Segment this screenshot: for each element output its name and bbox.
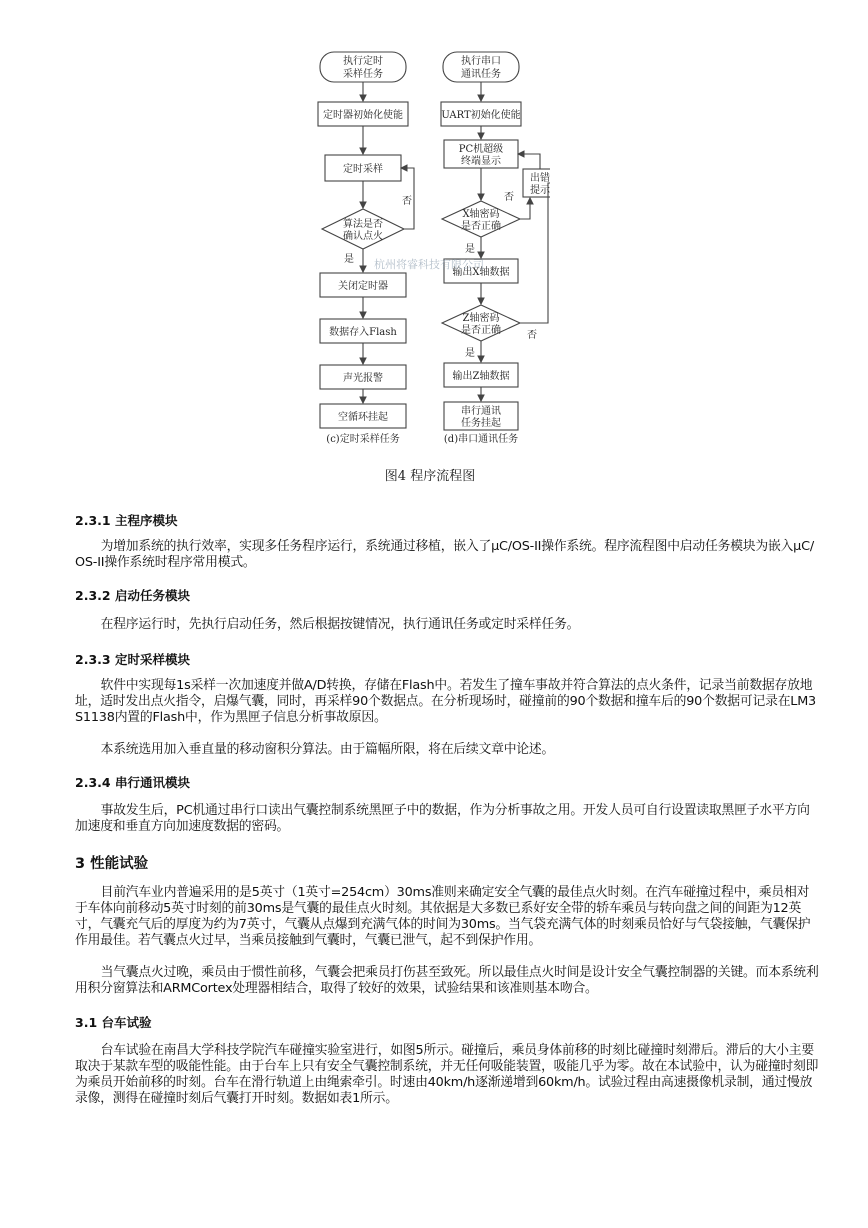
paragraph-startup-task: 在程序运行时，先执行启动任务，然后根据按键情况，执行通讯任务或定时采样任务。 <box>100 617 580 632</box>
right-uart-init-label: UART初始化使能 <box>441 110 521 121</box>
right-z-yes-label: 是 <box>465 348 475 359</box>
heading-2-3-3: 2.3.3 定时采样模块 <box>75 652 190 667</box>
left-timer-init-label: 定时器初始化使能 <box>323 110 403 121</box>
paragraph-main-program: 为增加系统的执行效率，实现多任务程序运行，系统通过移植，嵌入了μC/OS-II操作系统。程序流程图中启动任务模块为嵌入μC/OS-II操作系统时程序常用模式。 <box>75 539 814 570</box>
left-decision-line2: 确认点火 <box>343 231 383 242</box>
right-x-yes-label: 是 <box>465 244 475 255</box>
heading-2-3-1: 2.3.1 主程序模块 <box>75 513 178 528</box>
right-x-no-label: 否 <box>504 192 514 203</box>
right-z-no-label: 否 <box>527 330 537 341</box>
paragraph-serial-comm: 事故发生后，PC机通过串行口读出气囊控制系统黑匣子中的数据，作为分析事故之用。开发人员可自行设置读取黑匣子水平方向加速度和垂直方向加速度数据的密码。 <box>75 803 810 834</box>
paragraph-five-inch-rule: 目前汽车业内普遍采用的是5英寸（1英寸=254cm）30ms准则来确定安全气囊的最佳点火时刻。在汽车碰撞过程中，乘员相对于车体向前移动5英寸时刻的前30ms是气囊的最佳点火时刻。其依据是大多数已系好安全带的轿车乘员与转向盘之间的间距为12英寸，气囊充气后的厚度为约为7英寸，气囊从点爆到充满气体的时间为30ms。当气袋充满气体的时刻乘员恰好与气袋接触，气囊保护作用最佳。若气囊点火过早，当乘员接触到气囊时，气囊已泄气，起不到保护作用。 <box>75 885 811 948</box>
left-yes-label: 是 <box>344 254 354 265</box>
right-z-decision-line2: 是否正确 <box>461 325 501 336</box>
right-z-decision-line1: Z轴密码 <box>462 313 500 324</box>
paragraph-timed-sampling: 软件中实现每1s采样一次加速度并做A/D转换，存储在Flash中。若发生了撞车事故并符合算法的点火条件，记录当前数据存放地址，适时发出点火指令，启爆气囊，同时，再采样90个数据点。在分析现场时，碰撞前的90个数据和撞车后的90个数据可记录在LM3S1138内置的Flash中，作为黑匣子信息分析事故原因。 <box>75 678 816 725</box>
left-timed-sampling-label: 定时采样 <box>343 164 383 175</box>
right-error-line1: 出错 <box>530 173 550 184</box>
right-error-line2: 提示 <box>530 185 550 196</box>
left-caption: (c)定时采样任务 <box>326 434 400 445</box>
paragraph-late-ignition: 当气囊点火过晚，乘员由于惯性前移，气囊会把乘员打伤甚至致死。所以最佳点火时间是设计安全气囊控制器的关键。而本系统利用积分窗算法和ARMCortex处理器相结合，取得了较好的效果，试验结果和该准则基本吻合。 <box>75 965 819 996</box>
left-close-timer-label: 关闭定时器 <box>338 281 388 292</box>
right-x-decision-line2: 是否正确 <box>461 221 501 232</box>
left-decision-line1: 算法是否 <box>343 219 383 230</box>
watermark: 杭州将睿科技有限公司 <box>374 258 484 271</box>
right-pc-terminal-line1: PC机超级 <box>458 144 504 155</box>
program-flowchart-figure <box>310 42 550 492</box>
right-pc-terminal-line2: 终端显示 <box>461 156 501 167</box>
right-suspend-line1: 串行通讯 <box>461 406 501 417</box>
heading-3-1-sled-test: 3.1 台车试验 <box>75 1015 152 1030</box>
right-start-line1: 执行串口 <box>461 56 501 67</box>
heading-2-3-4: 2.3.4 串行通讯模块 <box>75 775 190 790</box>
right-flowchart <box>441 52 550 445</box>
paragraph-sled-test: 台车试验在南昌大学科技学院汽车碰撞实验室进行，如图5所示。碰撞后，乘员身体前移的时刻比碰撞时刻滞后。滞后的大小主要取决于某款车型的吸能性能。由于台车上只有安全气囊控制系统，并无任何吸能装置，吸能几乎为零。故在本试验中，认为碰撞时刻即为乘员开始前移的时刻。台车在滑行轨道上由绳索牵引。时速由40km/h逐渐递增到60km/h。试验过程由高速摄像机录制，通过慢放录像，测得在碰撞时刻后气囊打开时刻。数据如表1所示。 <box>75 1043 819 1106</box>
right-caption: (d)串口通讯任务 <box>443 434 519 445</box>
left-save-flash-label: 数据存入Flash <box>329 327 397 338</box>
figure-title: 图4 程序流程图 <box>384 469 476 484</box>
left-flowchart <box>318 52 414 445</box>
right-output-x-label: 输出X轴数据 <box>452 267 510 278</box>
left-start-line2: 采样任务 <box>343 69 383 80</box>
heading-3-performance-test: 3 性能试验 <box>75 856 149 872</box>
left-no-label: 否 <box>402 196 412 207</box>
right-start-line2: 通讯任务 <box>461 69 501 80</box>
left-alarm-label: 声光报警 <box>343 373 383 384</box>
right-x-decision-line1: X轴密码 <box>462 209 500 220</box>
left-start-line1: 执行定时 <box>343 56 383 67</box>
left-idle-loop-label: 空循环挂起 <box>338 412 388 423</box>
paragraph-algorithm: 本系统选用加入垂直量的移动窗积分算法。由于篇幅所限，将在后续文章中论述。 <box>100 742 555 757</box>
right-output-z-label: 输出Z轴数据 <box>452 371 510 382</box>
right-suspend-line2: 任务挂起 <box>461 418 501 429</box>
heading-2-3-2: 2.3.2 启动任务模块 <box>75 588 190 603</box>
